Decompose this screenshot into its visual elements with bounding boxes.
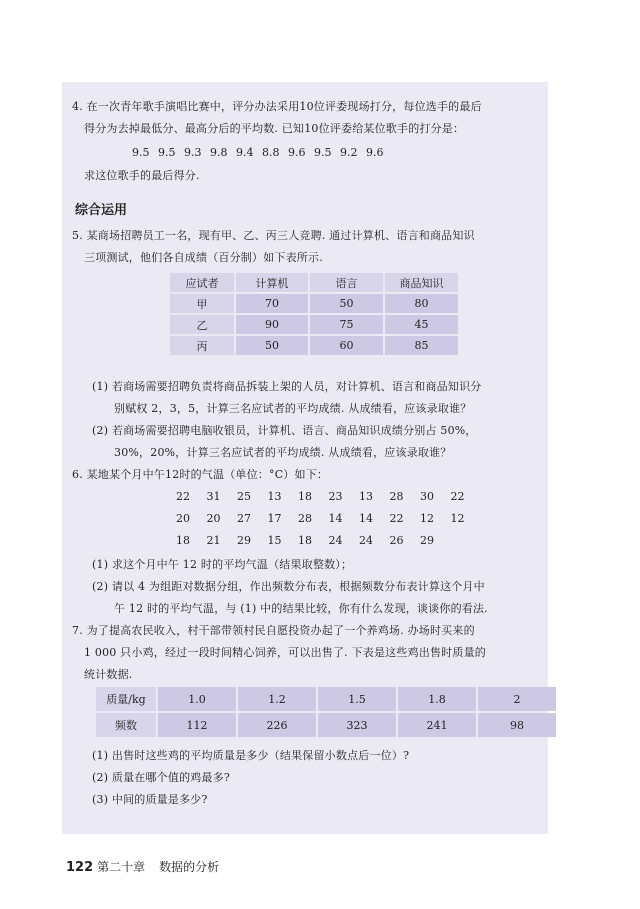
q4-line-3: 求这位歌手的最后得分. <box>84 169 200 182</box>
table-cell: 50 <box>236 336 308 355</box>
temp-value: 22 <box>450 490 465 503</box>
temp-value: 29 <box>237 534 251 547</box>
chapter-label: 第二十章 <box>97 860 146 874</box>
table-cell: 1.5 <box>318 687 396 711</box>
score-value: 9.5 <box>314 146 332 159</box>
table-cell: 226 <box>238 713 316 737</box>
q5-line-2: 三项测试，他们各自成绩（百分制）如下表所示. <box>84 251 323 264</box>
q7-weight-table <box>94 685 558 739</box>
score-value: 9.3 <box>184 146 202 159</box>
section-heading: 综合运用 <box>75 203 128 218</box>
score-value: 8.8 <box>262 146 280 159</box>
table-cell: 甲 <box>170 294 234 313</box>
temp-value: 12 <box>420 512 434 525</box>
table-cell: 50 <box>310 294 383 313</box>
table-cell: 112 <box>158 713 236 737</box>
table-cell: 2 <box>478 687 556 711</box>
temp-value: 14 <box>328 512 343 525</box>
q5-sub2-line-1: (2) 若商场需要招聘电脑收银员，计算机、语言、商品知识成绩分别占 50%， <box>92 424 477 437</box>
temp-value: 28 <box>298 512 312 525</box>
table-cell: 乙 <box>170 315 234 334</box>
table-header-cell: 质量/kg <box>96 687 156 711</box>
score-value: 9.4 <box>236 146 254 159</box>
temp-value: 15 <box>267 534 282 547</box>
temp-value: 13 <box>359 490 373 503</box>
temp-value: 21 <box>206 534 221 547</box>
table-header-cell: 语言 <box>310 273 383 292</box>
table-header-cell: 频数 <box>96 713 156 737</box>
temp-value: 13 <box>267 490 282 503</box>
q7-line-3: 统计数据. <box>84 668 133 681</box>
table-header-cell: 计算机 <box>236 273 308 292</box>
score-value: 9.6 <box>366 146 384 159</box>
temp-value: 24 <box>328 534 343 547</box>
q5-line-1: 5. 某商场招聘员工一名，现有甲、乙、丙三人竞聘. 通过计算机、语言和商品知识 <box>72 229 475 242</box>
table-cell: 70 <box>236 294 308 313</box>
q6-sub2-line-2: 午 12 时的平均气温，与 (1) 中的结果比较，你有什么发现，谈谈你的看法. <box>114 602 488 615</box>
table-cell: 75 <box>310 315 383 334</box>
q6-line-1: 6. 某地某个月中午12时的气温（单位：°C）如下： <box>72 468 329 481</box>
q7-line-2: 1 000 只小鸡，经过一段时间精心饲养，可以出售了. 下表是这些鸡出售时质量的 <box>84 646 486 659</box>
table-cell: 80 <box>385 294 458 313</box>
q5-score-table <box>168 271 460 357</box>
q6-temps-row <box>176 512 481 526</box>
q6-sub1: (1) 求这个月中午 12 时的平均气温（结果取整数）； <box>92 558 353 571</box>
temp-value: 24 <box>359 534 373 547</box>
temp-value: 18 <box>298 490 312 503</box>
table-cell: 98 <box>478 713 556 737</box>
score-value: 9.6 <box>288 146 306 159</box>
temp-value: 20 <box>206 512 221 525</box>
table-cell: 45 <box>385 315 458 334</box>
temp-value: 25 <box>237 490 251 503</box>
table-row <box>170 315 458 334</box>
page-footer <box>66 858 219 875</box>
q5-sub1-line-1: (1) 若商场需要招聘负责将商品拆装上架的人员，对计算机、语言和商品知识分 <box>92 380 482 393</box>
table-cell: 60 <box>310 336 383 355</box>
table-cell: 1.8 <box>398 687 476 711</box>
q7-line-1: 7. 为了提高农民收入，村干部带领村民自愿投资办起了一个养鸡场. 办场时买来的 <box>72 624 475 637</box>
q6-temps-row <box>176 534 451 548</box>
table-cell: 90 <box>236 315 308 334</box>
temp-value: 12 <box>450 512 465 525</box>
chapter-title: 数据的分析 <box>159 860 220 874</box>
q7-sub1: (1) 出售时这些鸡的平均质量是多少（结果保留小数点后一位）? <box>92 749 410 762</box>
temp-value: 30 <box>420 490 434 503</box>
temp-value: 26 <box>389 534 404 547</box>
temp-value: 27 <box>237 512 251 525</box>
temp-value: 31 <box>206 490 221 503</box>
q4-line-1: 4. 在一次青年歌手演唱比赛中，评分办法采用10位评委现场打分，每位选手的最后 <box>72 100 482 113</box>
temp-value: 18 <box>176 534 190 547</box>
q4-scores <box>132 146 392 160</box>
q5-sub1-line-2: 别赋权 2，3，5，计算三名应试者的平均成绩. 从成绩看，应该录取谁？ <box>114 402 472 415</box>
score-value: 9.8 <box>210 146 228 159</box>
temp-value: 28 <box>389 490 404 503</box>
q5-sub2-line-2: 30%，20%，计算三名应试者的平均成绩. 从成绩看，应该录取谁？ <box>114 446 452 459</box>
temp-value: 23 <box>328 490 343 503</box>
q7-sub2: (2) 质量在哪个值的鸡最多? <box>92 771 230 784</box>
temp-value: 22 <box>389 512 404 525</box>
table-cell: 1.2 <box>238 687 316 711</box>
temp-value: 17 <box>267 512 282 525</box>
temp-value: 20 <box>176 512 190 525</box>
page-number: 122 <box>66 860 94 875</box>
q7-sub3: (3) 中间的质量是多少? <box>92 793 208 806</box>
score-value: 9.5 <box>158 146 176 159</box>
table-header-cell: 商品知识 <box>385 273 458 292</box>
score-value: 9.2 <box>340 146 358 159</box>
temp-value: 29 <box>420 534 434 547</box>
table-cell: 丙 <box>170 336 234 355</box>
table-row <box>170 273 458 292</box>
table-row <box>170 336 458 355</box>
table-cell: 1.0 <box>158 687 236 711</box>
temp-value: 14 <box>359 512 373 525</box>
temp-value: 18 <box>298 534 312 547</box>
q6-temps-row <box>176 490 481 504</box>
score-value: 9.5 <box>132 146 150 159</box>
table-cell: 85 <box>385 336 458 355</box>
q6-sub2-line-1: (2) 请以 4 为组距对数据分组，作出频数分布表，根据频数分布表计算这个月中 <box>92 580 485 593</box>
q4-line-2: 得分为去掉最低分、最高分后的平均数. 已知10位评委给某位歌手的打分是： <box>84 122 465 135</box>
table-cell: 323 <box>318 713 396 737</box>
table-cell: 241 <box>398 713 476 737</box>
table-row <box>96 687 556 711</box>
table-row <box>170 294 458 313</box>
table-row <box>96 713 556 737</box>
table-header-cell: 应试者 <box>170 273 234 292</box>
temp-value: 22 <box>176 490 190 503</box>
